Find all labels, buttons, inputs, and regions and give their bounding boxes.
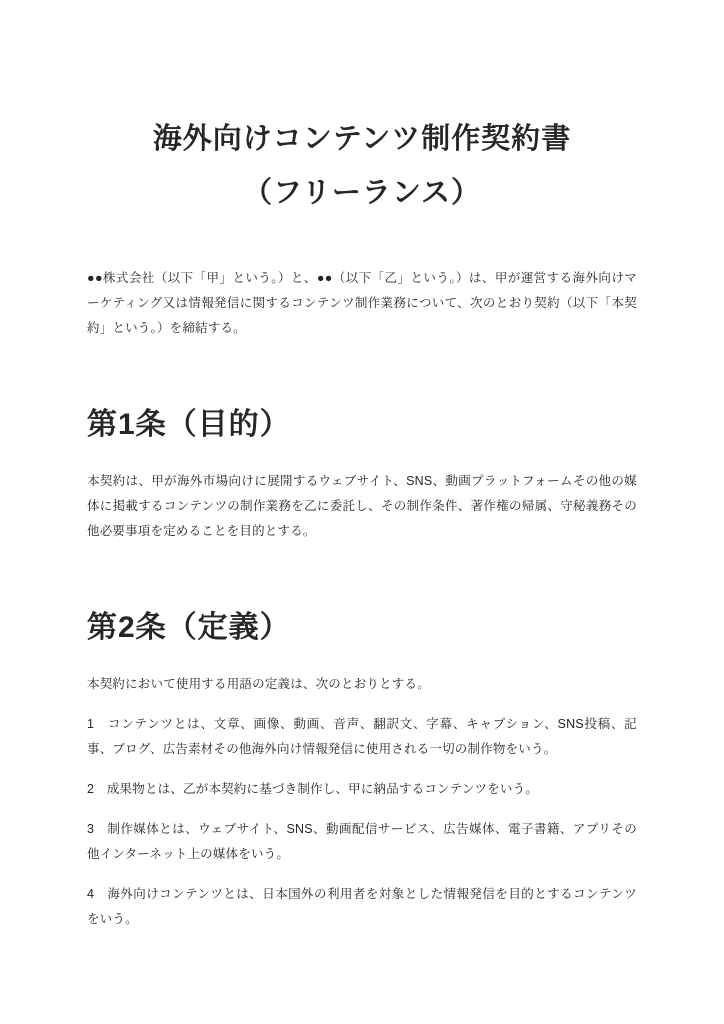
definition-item-2: 2 成果物とは、乙が本契約に基づき制作し、甲に納品するコンテンツをいう。 <box>87 782 539 796</box>
article-2-intro: 本契約において使用する用語の定義は、次のとおりとする。 <box>87 677 430 691</box>
document-title: 海外向けコンテンツ制作契約書 <box>152 123 572 155</box>
definition-item-1: 1 コンテンツとは、文章、画像、動画、音声、翻訳文、字幕、キャプション、SNS投稿、記事、ブログ、広告素材その他海外向け情報発信に使用される一切の制作物をいう。 <box>87 717 637 756</box>
definition-item-3: 3 制作媒体とは、ウェブサイト、SNS、動画配信サービス、広告媒体、電子書籍、アプリその他インターネット上の媒体をいう。 <box>87 822 637 861</box>
preamble-paragraph: ●●株式会社（以下「甲」という。）と、●●（以下「乙」という。）は、甲が運営する海外向けマーケティング又は情報発信に関するコンテンツ制作業務について、次のとおり契約（以下「本契約」という。）を締結する。 <box>87 271 637 335</box>
document-subtitle: （フリーランス） <box>243 177 481 209</box>
article-1-heading: 第1条（目的） <box>87 408 291 441</box>
article-2-heading: 第2条（定義） <box>87 611 291 644</box>
definition-item-4: 4 海外向けコンテンツとは、日本国外の利用者を対象とした情報発信を目的とするコンテンツをいう。 <box>87 887 637 926</box>
article-1-body: 本契約は、甲が海外市場向けに展開するウェブサイト、SNS、動画プラットフォームその他の媒体に掲載するコンテンツの制作業務を乙に委託し、その制作条件、著作権の帰属、守秘義務その他必要事項を定めることを目的とする。 <box>87 474 637 538</box>
document-header <box>87 0 637 220</box>
